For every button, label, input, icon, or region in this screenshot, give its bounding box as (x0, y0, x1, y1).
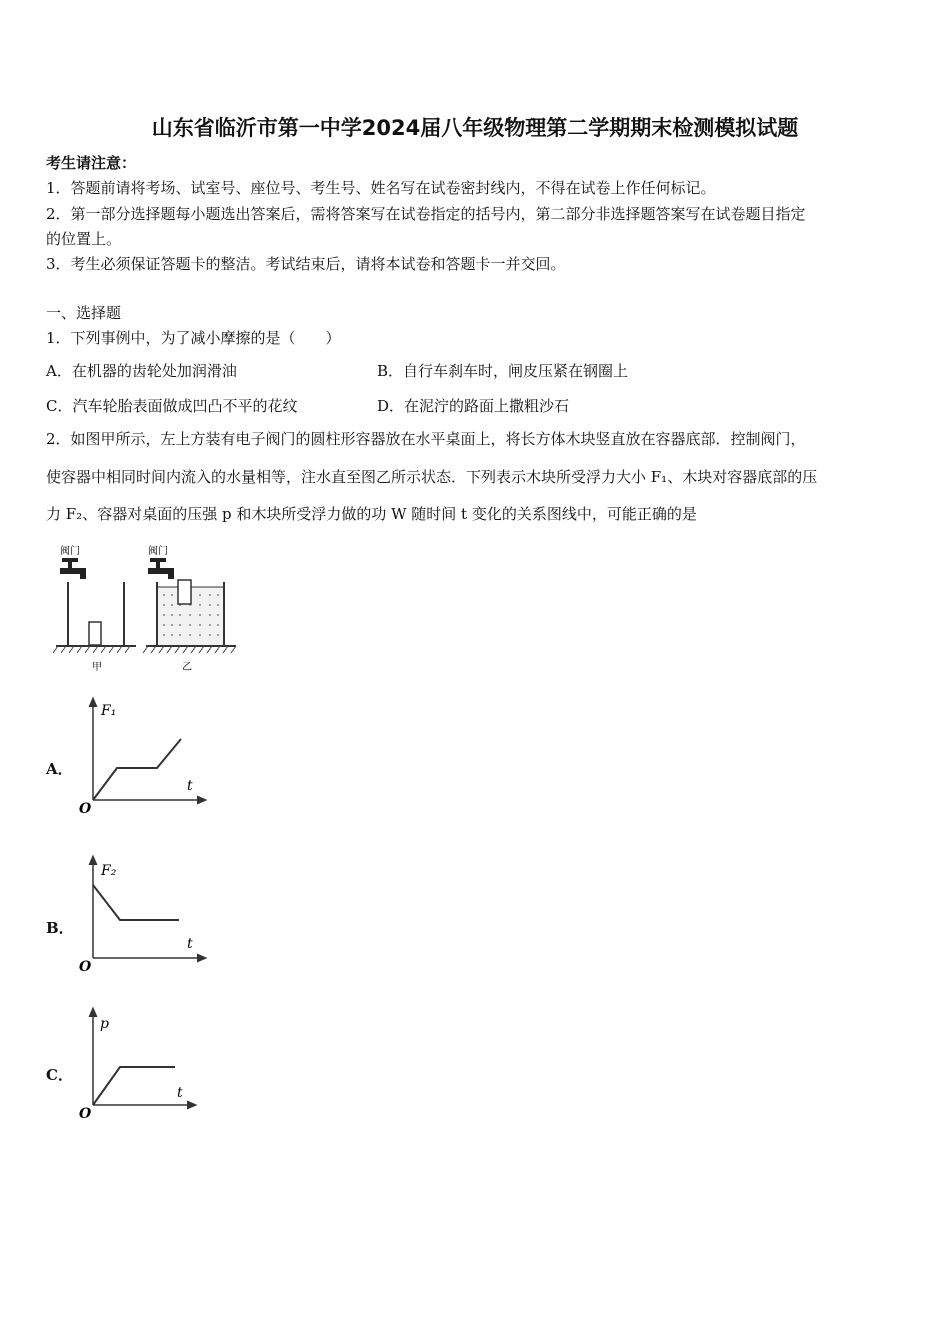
valve-icon-left (60, 558, 86, 579)
q1-option-a: A．在机器的齿轮处加润滑油 (46, 362, 237, 380)
valve-label-right: 阀门 (148, 546, 168, 557)
graph-b-label: B． (46, 919, 74, 937)
graph-a-label: A． (46, 760, 73, 778)
table-hatch-right (143, 646, 236, 653)
table-hatch-left (53, 646, 130, 653)
notice-item-2-cont: 的位置上。 (46, 230, 122, 248)
graph-a-curve (93, 739, 181, 800)
graph-a-y-label: F₁ (101, 703, 117, 719)
q1-option-b: B．自行车刹车时，闸皮压紧在钢圈上 (377, 362, 629, 380)
graph-c-x-label: t (177, 1085, 183, 1101)
notice-item-2: 2．第一部分选择题每小题选出答案后，需将答案写在试卷指定的括号内，第二部分非选择题答案写在试卷题目指定 (46, 205, 806, 223)
caption-right: 乙 (182, 662, 192, 673)
section-heading: 一、选择题 (46, 304, 122, 322)
graph-b-y-label: F₂ (101, 863, 117, 879)
graph-c-y-label: p (100, 1016, 109, 1032)
graph-b-curve (93, 885, 179, 920)
graph-a-x-label: t (187, 778, 193, 794)
valve-icon-right (148, 558, 174, 579)
q2-stem-line-3: 力 F₂、容器对桌面的压强 p 和木块所受浮力做的功 W 随时间 t 变化的关系图线中，可能正确的是 (46, 505, 697, 523)
q2-stem-line-2: 使容器中相同时间内流入的水量相等，注水直至图乙所示状态．下列表示木块所受浮力大小 F₁、木块对容器底部的压 (46, 468, 818, 486)
graph-c-origin: O (79, 1106, 92, 1122)
valve-label-left: 阀门 (60, 546, 80, 557)
graph-a-origin: O (79, 801, 92, 817)
caption-left: 甲 (92, 662, 102, 673)
graph-a (75, 695, 215, 820)
wood-block-left (89, 622, 101, 645)
q1-option-c: C．汽车轮胎表面做成凹凸不平的花纹 (46, 397, 298, 415)
notice-item-3: 3．考生必须保证答题卡的整洁。考试结束后，请将本试卷和答题卡一并交回。 (46, 255, 566, 273)
graph-c-curve (93, 1067, 175, 1105)
q1-option-d: D．在泥泞的路面上撒粗沙石 (377, 397, 570, 415)
container-figure (50, 540, 240, 675)
page-title: 山东省临沂市第一中学2024届八年级物理第二学期期末检测模拟试题 (151, 116, 799, 140)
graph-c (75, 1003, 215, 1128)
graph-b-origin: O (79, 959, 92, 975)
graph-c-label: C． (46, 1066, 73, 1084)
graph-b (75, 853, 215, 978)
wood-block-right (178, 580, 191, 604)
notice-item-1: 1．答题前请将考场、试室号、座位号、考生号、姓名写在试卷密封线内，不得在试卷上作任何标记。 (46, 179, 716, 197)
graph-b-x-label: t (187, 936, 193, 952)
q2-stem-line-1: 2．如图甲所示，左上方装有电子阀门的圆柱形容器放在水平桌面上，将长方体木块竖直放在容器底部．控制阀门， (46, 430, 806, 448)
q1-stem: 1．下列事例中，为了减小摩擦的是（ ） (46, 329, 341, 347)
notice-heading: 考生请注意： (46, 154, 137, 172)
